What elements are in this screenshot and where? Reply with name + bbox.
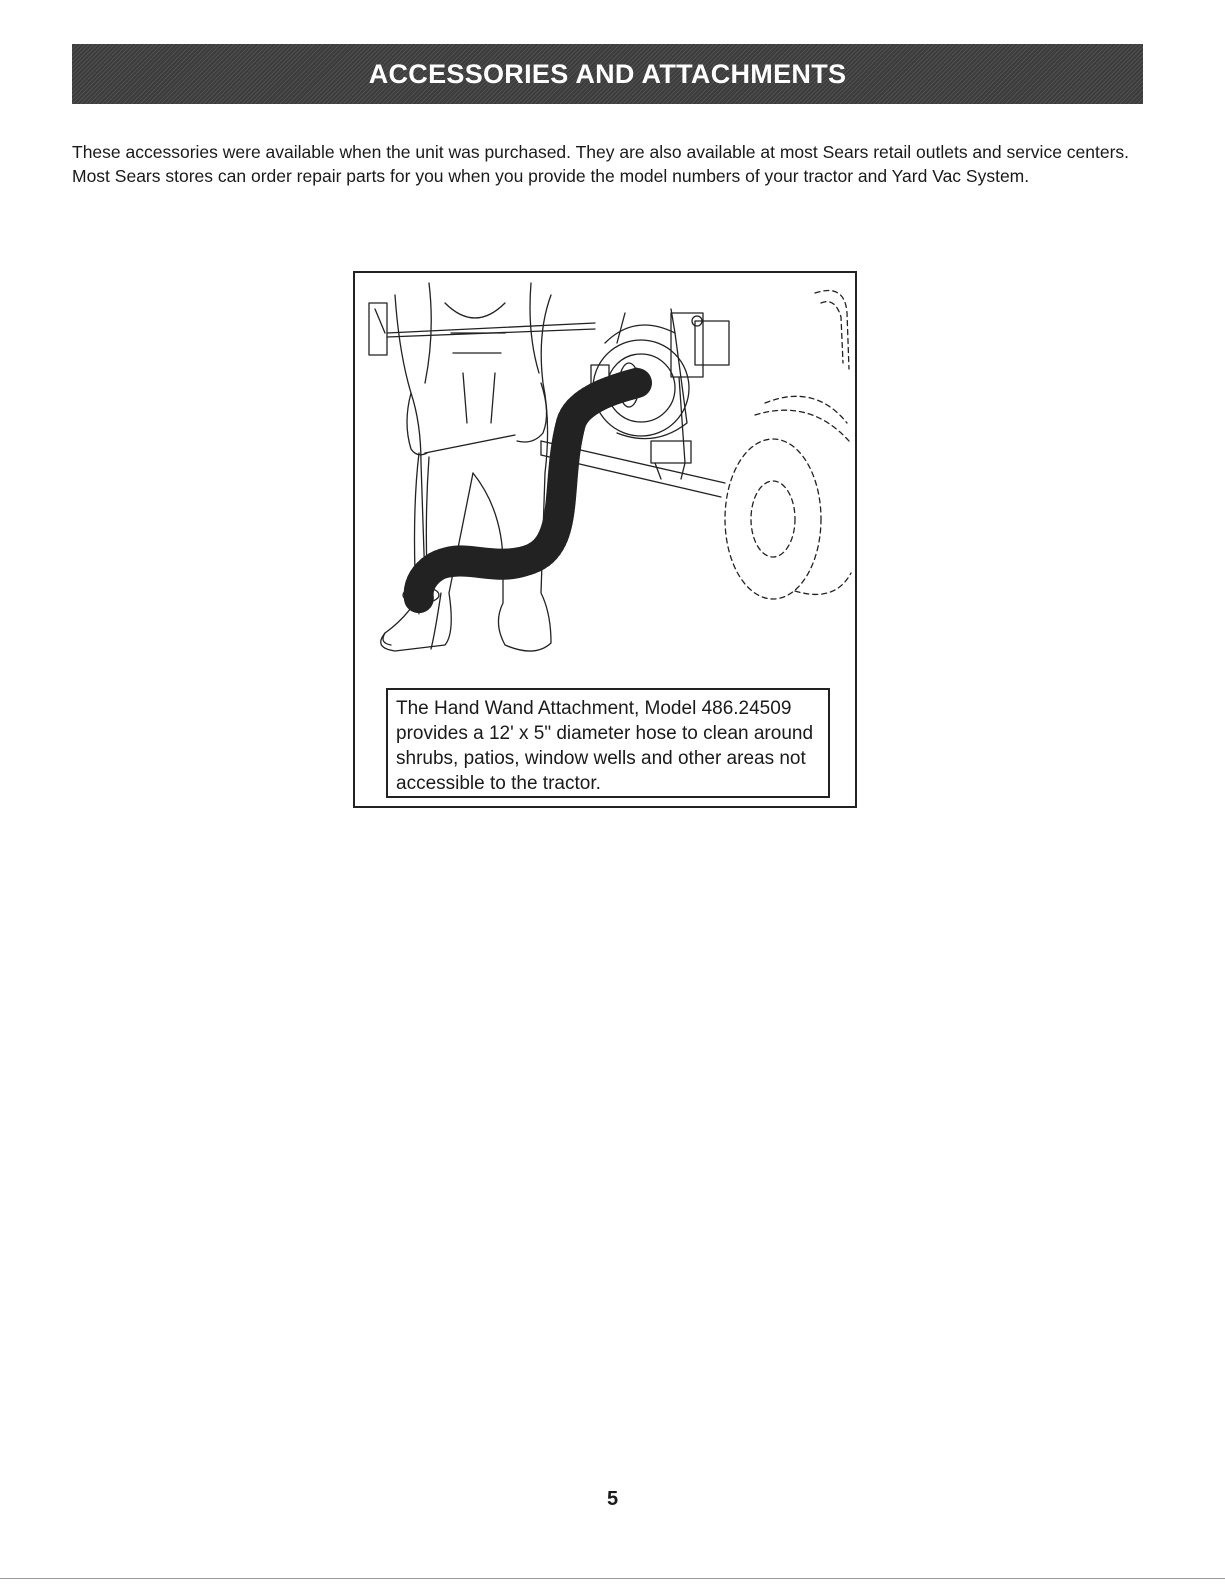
tractor-wheel-drawing — [725, 291, 851, 600]
section-title: ACCESSORIES AND ATTACHMENTS — [368, 58, 847, 89]
caption-box — [386, 688, 830, 798]
intro-paragraph: These accessories were available when the unit was purchased. They are also available at most Sears retail outlets and service centers. Most Sears stores can order repair parts for you when you provide the model numbers of your tractor and Yard Vac System. — [72, 142, 1130, 186]
section-header-banner — [72, 44, 1143, 104]
bottom-divider — [0, 1578, 1225, 1579]
caption-text: The Hand Wand Attachment, Model 486.24509 provides a 12' x 5" diameter hose to clean around shrubs, patios, window wells and other areas not accessible to the tractor. — [396, 698, 814, 794]
page-number: 5 — [606, 1488, 619, 1510]
hose-drawing — [419, 383, 637, 599]
hand-wand-illustration-frame — [353, 271, 857, 808]
